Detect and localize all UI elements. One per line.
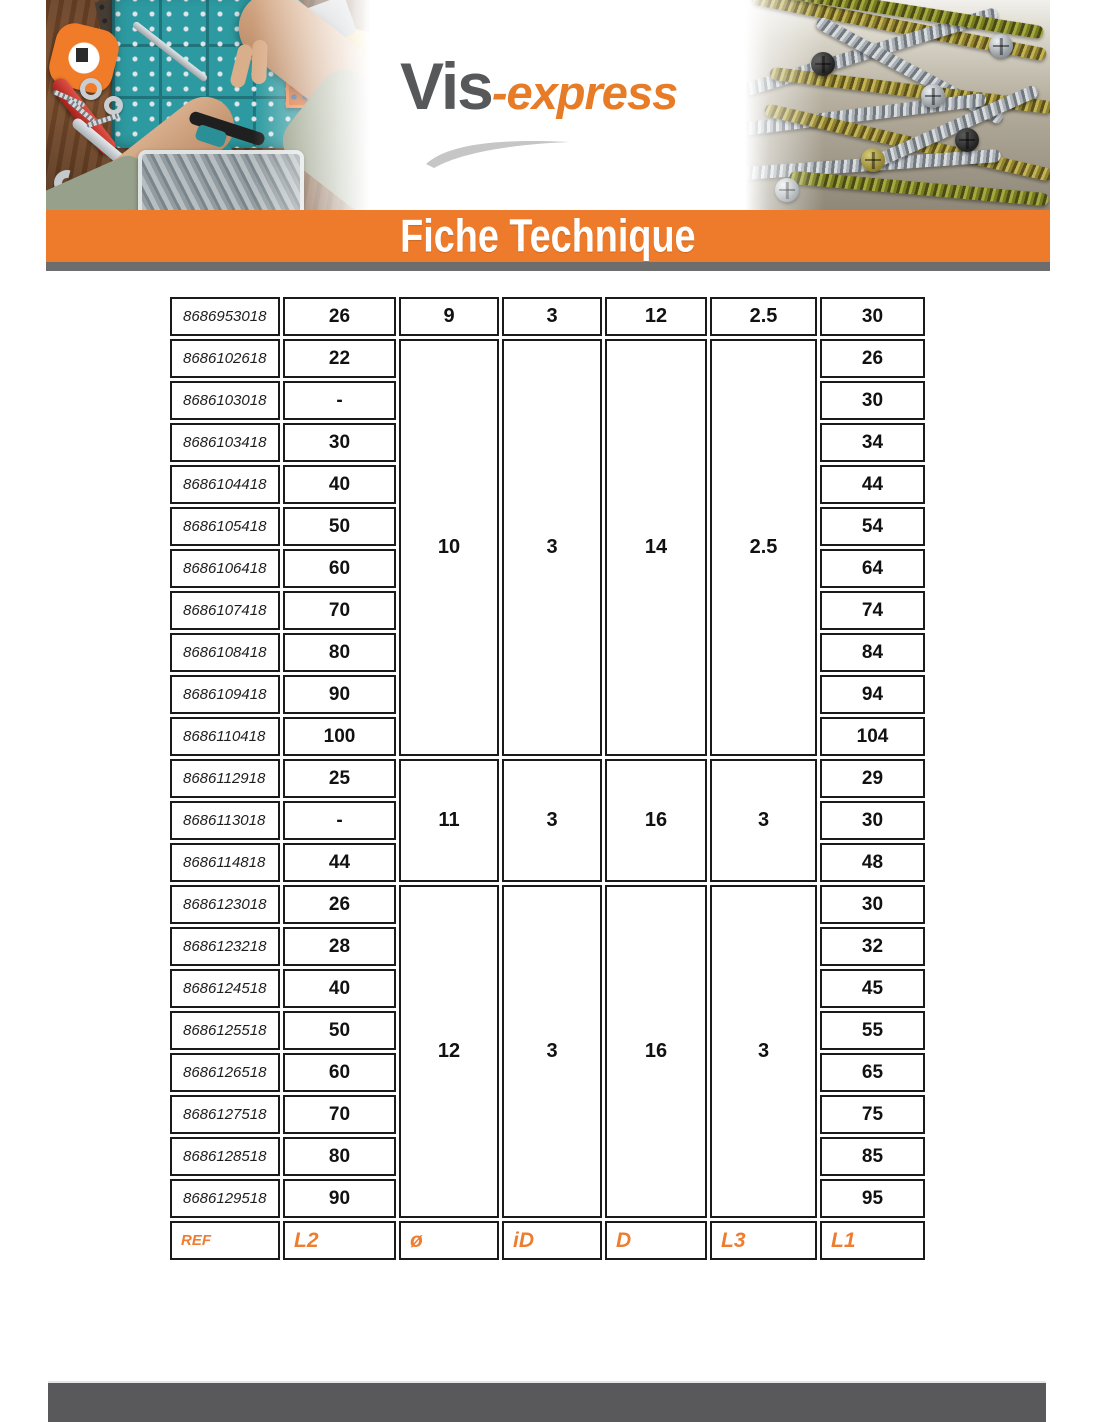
l2-cell: 60 [283, 1053, 396, 1092]
footer-label-l3: L3 [710, 1221, 817, 1260]
ref-cell: 8686128518 [170, 1137, 280, 1176]
title-banner [46, 210, 1050, 262]
screws-photo [745, 0, 1050, 210]
footer-label-row [170, 1221, 925, 1260]
spec-row [170, 339, 925, 378]
l2-cell: 30 [283, 423, 396, 462]
spec-table [167, 294, 928, 1263]
l1-cell: 64 [820, 549, 925, 588]
l2-cell: 50 [283, 507, 396, 546]
l1-cell: 54 [820, 507, 925, 546]
l2-cell: 80 [283, 633, 396, 672]
l3-cell: 2.5 [710, 297, 817, 336]
ref-cell: 8686102618 [170, 339, 280, 378]
ref-cell: 8686110418 [170, 717, 280, 756]
ref-cell: 8686109418 [170, 675, 280, 714]
l3-cell: 2.5 [710, 339, 817, 756]
ref-cell: 8686112918 [170, 759, 280, 798]
l2-cell: 28 [283, 927, 396, 966]
l2-cell: 40 [283, 465, 396, 504]
l3-cell: 3 [710, 759, 817, 882]
l1-cell: 30 [820, 297, 925, 336]
footer-bar [48, 1383, 1046, 1422]
l1-cell: 85 [820, 1137, 925, 1176]
ref-cell: 8686113018 [170, 801, 280, 840]
l1-cell: 74 [820, 591, 925, 630]
l1-cell: 30 [820, 381, 925, 420]
l2-cell: 80 [283, 1137, 396, 1176]
footer-label-l1: L1 [820, 1221, 925, 1260]
workbench-photo [46, 0, 380, 210]
l2-cell: 70 [283, 591, 396, 630]
ref-cell: 8686114818 [170, 843, 280, 882]
logo-text-primary: Vis [400, 49, 492, 123]
l1-cell: 95 [820, 1179, 925, 1218]
l1-cell: 29 [820, 759, 925, 798]
ref-cell: 8686103018 [170, 381, 280, 420]
footer-label-diameter: ø [399, 1221, 499, 1260]
l2-cell: 90 [283, 675, 396, 714]
spec-row [170, 297, 925, 336]
footer-label-id: iD [502, 1221, 602, 1260]
spec-row [170, 759, 925, 798]
ref-cell: 8686953018 [170, 297, 280, 336]
brand-logo-text [400, 48, 720, 124]
header [0, 0, 1100, 210]
diameter-cell: 11 [399, 759, 499, 882]
ref-cell: 8686125518 [170, 1011, 280, 1050]
inner-diameter-cell: 3 [502, 297, 602, 336]
footer-label-l2: L2 [283, 1221, 396, 1260]
diameter-cell: 12 [399, 885, 499, 1218]
ref-cell: 8686106418 [170, 549, 280, 588]
l2-cell: - [283, 381, 396, 420]
logo-text-secondary: -express [491, 66, 678, 119]
l1-cell: 26 [820, 339, 925, 378]
brand-logo [400, 48, 720, 158]
l2-cell: 70 [283, 1095, 396, 1134]
diameter-cell: 9 [399, 297, 499, 336]
l2-cell: 26 [283, 885, 396, 924]
l2-cell: 44 [283, 843, 396, 882]
diameter-cell: 10 [399, 339, 499, 756]
l1-cell: 30 [820, 885, 925, 924]
l2-cell: 40 [283, 969, 396, 1008]
logo-swoosh [420, 130, 580, 170]
ref-cell: 8686126518 [170, 1053, 280, 1092]
d-cell: 14 [605, 339, 707, 756]
ref-cell: 8686123018 [170, 885, 280, 924]
l2-cell: 100 [283, 717, 396, 756]
spec-table-body [170, 297, 925, 1260]
ref-cell: 8686129518 [170, 1179, 280, 1218]
l2-cell: 26 [283, 297, 396, 336]
l1-cell: 32 [820, 927, 925, 966]
banner-shadow [46, 262, 1050, 271]
d-cell: 16 [605, 759, 707, 882]
page-title: Fiche Technique [400, 208, 696, 262]
footer-label-d: D [605, 1221, 707, 1260]
ref-cell: 8686123218 [170, 927, 280, 966]
l2-cell: - [283, 801, 396, 840]
inner-diameter-cell: 3 [502, 885, 602, 1218]
ref-cell: 8686107418 [170, 591, 280, 630]
l2-cell: 22 [283, 339, 396, 378]
l1-cell: 30 [820, 801, 925, 840]
l2-cell: 60 [283, 549, 396, 588]
photo-fade [745, 0, 1050, 210]
l1-cell: 84 [820, 633, 925, 672]
l1-cell: 48 [820, 843, 925, 882]
ref-cell: 8686127518 [170, 1095, 280, 1134]
photo-fade [46, 0, 380, 210]
l1-cell: 55 [820, 1011, 925, 1050]
l1-cell: 75 [820, 1095, 925, 1134]
l1-cell: 34 [820, 423, 925, 462]
l1-cell: 45 [820, 969, 925, 1008]
ref-cell: 8686105418 [170, 507, 280, 546]
l1-cell: 65 [820, 1053, 925, 1092]
l2-cell: 90 [283, 1179, 396, 1218]
inner-diameter-cell: 3 [502, 759, 602, 882]
inner-diameter-cell: 3 [502, 339, 602, 756]
l2-cell: 50 [283, 1011, 396, 1050]
ref-cell: 8686103418 [170, 423, 280, 462]
d-cell: 12 [605, 297, 707, 336]
l1-cell: 104 [820, 717, 925, 756]
l1-cell: 94 [820, 675, 925, 714]
ref-cell: 8686124518 [170, 969, 280, 1008]
d-cell: 16 [605, 885, 707, 1218]
l1-cell: 44 [820, 465, 925, 504]
ref-cell: 8686108418 [170, 633, 280, 672]
ref-cell: 8686104418 [170, 465, 280, 504]
l2-cell: 25 [283, 759, 396, 798]
spec-row [170, 885, 925, 924]
l3-cell: 3 [710, 885, 817, 1218]
footer-label-ref: REF [170, 1221, 280, 1260]
